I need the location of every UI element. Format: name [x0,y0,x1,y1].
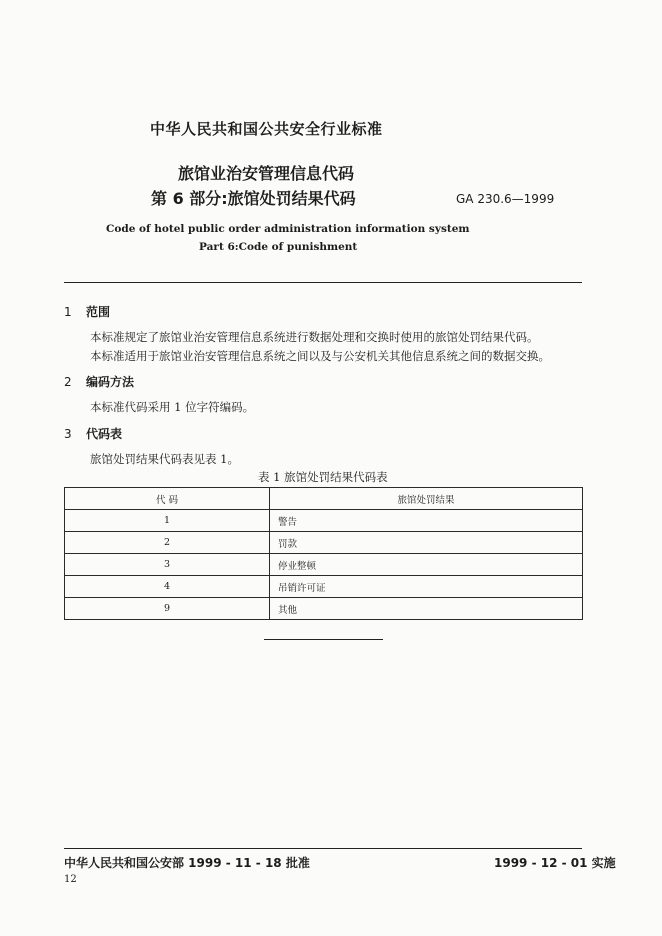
scope-paragraph-2: 本标准适用于旅馆业治安管理信息系统之间以及与公安机关其他信息系统之间的数据交换。 [90,349,550,363]
english-title-line2: Part 6:Code of punishment [199,241,358,253]
punishment-code-table [64,487,583,620]
table-row [65,576,583,598]
section-title: 代码表 [86,427,123,441]
coding-method-paragraph: 本标准代码采用 1 位字符编码。 [90,400,255,414]
result-cell: 罚款 [270,532,583,554]
code-cell: 3 [65,554,270,576]
table-header-row [65,488,583,510]
section-title: 编码方法 [86,375,135,389]
end-of-text-rule [264,639,383,640]
code-cell: 1 [65,510,270,532]
footer-divider [64,848,582,849]
table-row [65,598,583,620]
column-header-code: 代 码 [65,488,270,510]
code-cell: 4 [65,576,270,598]
implementation-date: 1999 - 12 - 01 实施 [494,856,616,870]
header-divider [64,282,582,283]
standard-type-heading: 中华人民共和国公共安全行业标准 [150,120,383,138]
approval-statement: 中华人民共和国公安部 1999 - 11 - 18 批准 [64,856,310,870]
scope-paragraph-1: 本标准规定了旅馆业治安管理信息系统进行数据处理和交换时使用的旅馆处罚结果代码。 [90,330,539,344]
english-title-line1: Code of hotel public order administration information system [106,223,470,235]
code-cell: 2 [65,532,270,554]
column-header-result: 旅馆处罚结果 [270,488,583,510]
standard-code: GA 230.6—1999 [456,192,555,206]
result-cell: 停业整顿 [270,554,583,576]
code-table-paragraph: 旅馆处罚结果代码表见表 1。 [90,452,239,466]
result-cell: 吊销许可证 [270,576,583,598]
section-number: 1 [64,305,72,319]
code-cell: 9 [65,598,270,620]
table-row [65,554,583,576]
section-title: 范围 [86,305,111,319]
section-heading-coding-method [64,373,134,390]
document-title-line2: 第 6 部分:旅馆处罚结果代码 [151,189,356,208]
table-row [65,510,583,532]
page-number: 12 [64,874,77,885]
document-title-line1: 旅馆业治安管理信息代码 [178,164,355,183]
result-cell: 警告 [270,510,583,532]
section-heading-scope [64,303,110,320]
section-heading-code-table [64,425,122,442]
result-cell: 其他 [270,598,583,620]
table-row [65,532,583,554]
section-number: 2 [64,375,72,389]
table-caption: 表 1 旅馆处罚结果代码表 [258,470,388,484]
section-number: 3 [64,427,72,441]
